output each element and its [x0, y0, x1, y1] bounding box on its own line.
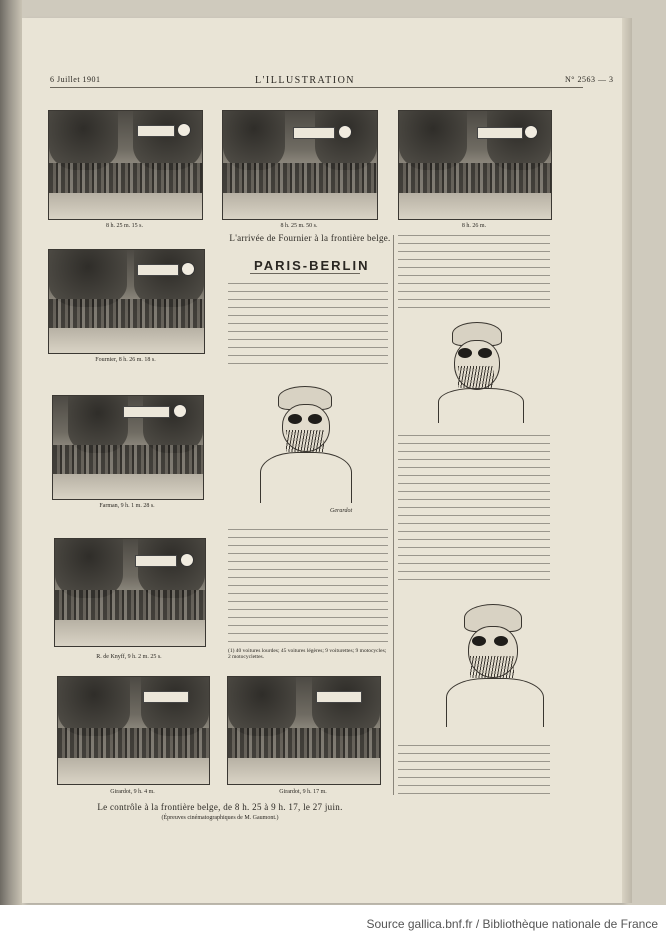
source-credit: Source gallica.bnf.fr / Bibliothèque nationale de France [366, 917, 658, 931]
article-text-col1-top [228, 283, 388, 371]
arrival-title: L'arrivée de Fournier à la frontière belge. [229, 233, 391, 243]
caption-fournier: Fournier, 8 h. 26 m. 18 s. [95, 357, 156, 363]
photo-fournier [48, 249, 205, 354]
article-text-col2-top [398, 235, 550, 310]
header-rule [50, 87, 583, 88]
book-binding [0, 0, 22, 905]
photo-credit: (Épreuves cinématographiques de M. Gaumont.) [161, 815, 279, 821]
article-text-col1-bottom [228, 529, 388, 642]
caption-arrival-2: 8 h. 25 m. 50 s. [280, 223, 318, 229]
page-edge [622, 18, 632, 903]
photo-de-knyff [54, 538, 206, 647]
article-text-col2-middle [398, 435, 550, 580]
column-divider [393, 235, 394, 795]
sketch-signature: Gerardot [330, 508, 353, 514]
article-text-col2-bottom [398, 745, 550, 795]
photo-arrival-3 [398, 110, 552, 220]
caption-de-knyff: R. de Knyff, 9 h. 2 m. 25 s. [96, 654, 162, 660]
caption-arrival-3: 8 h. 26 m. [461, 223, 487, 229]
photo-arrival-2 [222, 110, 378, 220]
footer-bar [0, 905, 666, 945]
sketch-portrait-top-right [430, 318, 530, 423]
photo-farman [52, 395, 204, 500]
header-title: L'ILLUSTRATION [255, 75, 356, 86]
article-footnote: (1) 40 voitures lourdes; 45 voitures légères; 9 voiturettes; 9 motocycles; 2 motocyclettes. [228, 648, 387, 660]
photo-girardot-1 [57, 676, 210, 785]
photo-arrival-1 [48, 110, 203, 220]
photo-girardot-2 [227, 676, 381, 785]
caption-girardot-1: Girardot, 9 h. 4 m. [110, 789, 155, 795]
caption-girardot-2: Girardot, 9 h. 17 m. [279, 789, 327, 795]
control-title: Le contrôle à la frontière belge, de 8 h. 25 à 9 h. 17, le 27 juin. [97, 802, 343, 812]
header-date: 6 Juillet 1901 [50, 75, 101, 84]
title-rule [250, 273, 360, 274]
sketch-portrait-center [240, 380, 370, 525]
article-title: PARIS-BERLIN [254, 258, 370, 273]
header-number: N° 2563 — 3 [565, 75, 614, 84]
caption-arrival-1: 8 h. 25 m. 15 s. [105, 223, 143, 229]
sketch-portrait-bottom-right [440, 598, 550, 728]
caption-farman: Farman, 9 h. 1 m. 28 s. [99, 503, 155, 509]
